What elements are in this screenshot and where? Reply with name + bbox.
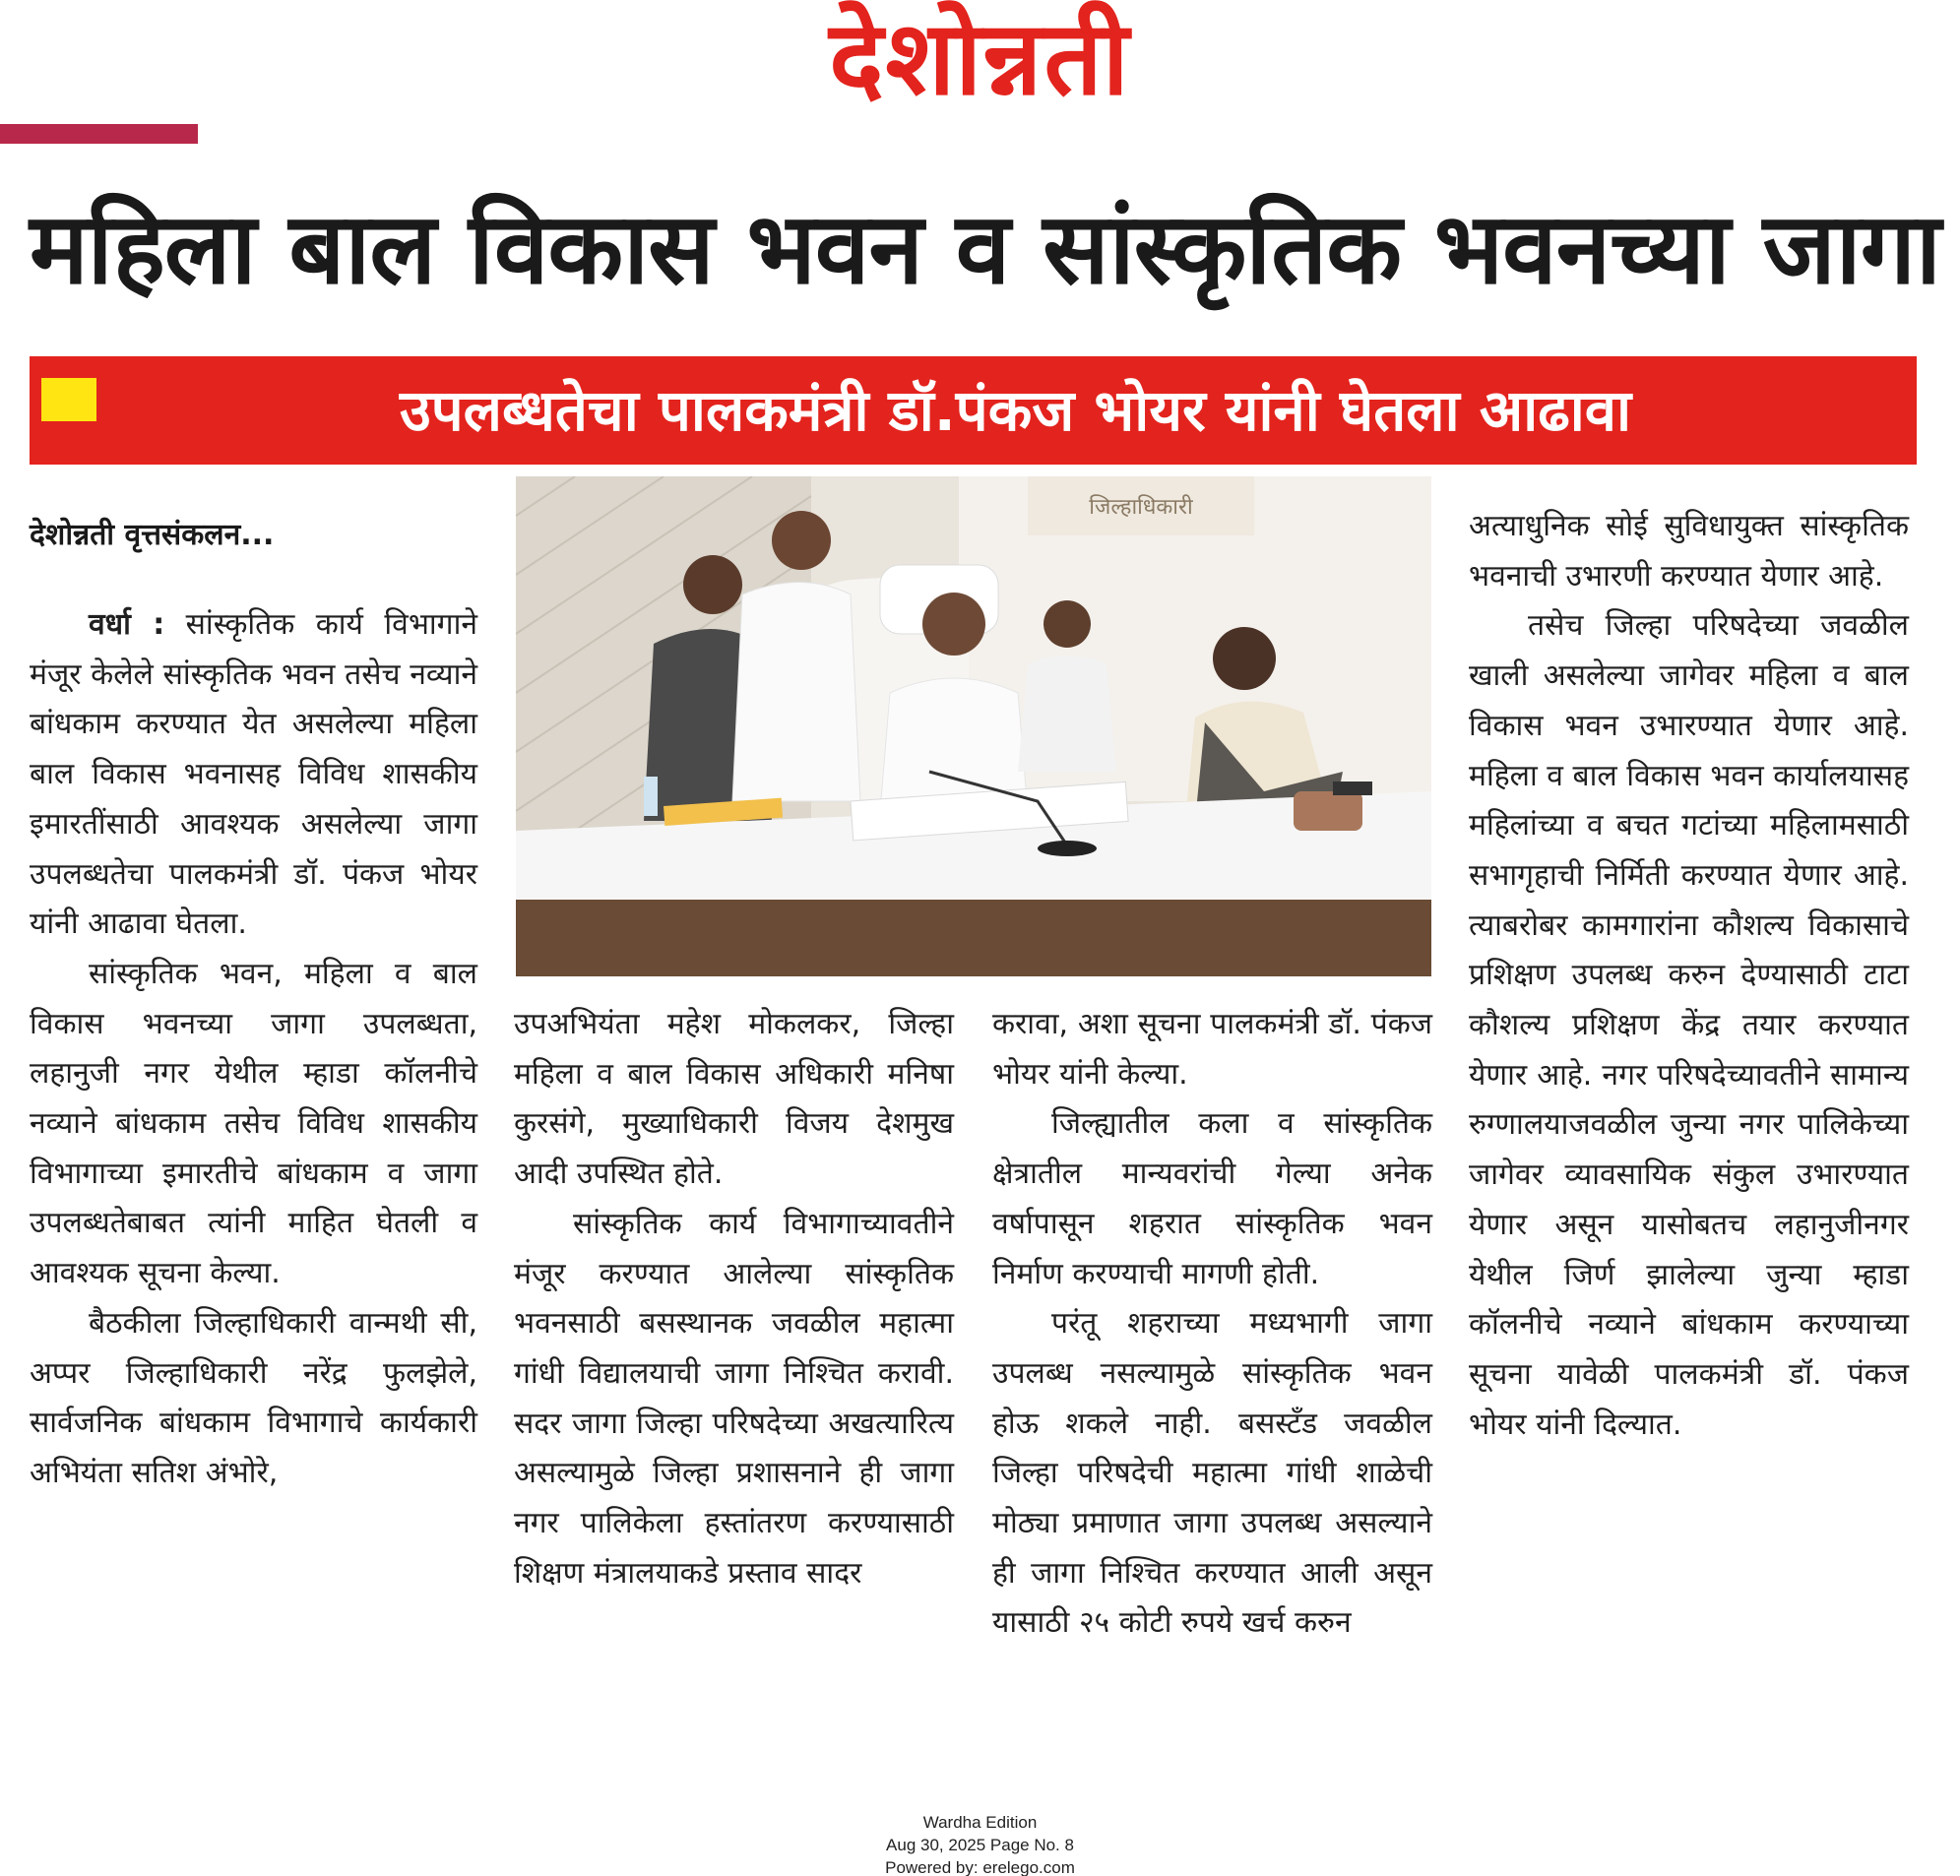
paragraph-text: सांस्कृतिक कार्य विभागाने मंजूर केलेले सांस्कृतिक भवन तसेच नव्याने बांधकाम करण्यात येत असलेल्या महिला बाल विकास भवनासह विविध शासकीय इमारतींसाठी आवश्यक असलेल्या जागा उपलब्धतेचा पालकमंत्री डॉ. पंकज भोयर यांनी आढावा घेतला. xyxy=(30,607,477,942)
article-column-3 xyxy=(992,1000,1432,1807)
article-paragraph: करावा, अशा सूचना पालकमंत्री डॉ. पंकज भोयर यांनी केल्या. xyxy=(992,1007,1432,1092)
article-paragraph: जिल्ह्यातील कला व सांस्कृतिक क्षेत्रातील मान्यवरांची गेल्या अनेक वर्षापासून शहरात सांस्कृतिक भवन निर्माण करण्याची मागणी होती. xyxy=(992,1106,1432,1291)
article-column-2 xyxy=(514,1000,954,1807)
subheadline-band xyxy=(30,356,1917,465)
article-paragraph: तसेच जिल्हा परिषदेच्या जवळील खाली असलेल्या जागेवर महिला व बाल विकास भवन उभारण्यात येणार आहे. महिला व बाल विकास भवन कार्यालयासह महिलांच्या व बचत गटांच्या महिलामसाठी सभागृहाची निर्मिती करण्यात येणार आहे. त्याबरोबर कामगारांना कौशल्य विकासाचे प्रशिक्षण उपलब्ध करुन देण्यासाठी टाटा कौशल्य प्रशिक्षण केंद्र तयार करण्यात येणार आहे. नगर परिषदेच्यावतीने सामान्य रुग्णालयाजवळील जुन्या नगर पालिकेच्या जागेवर व्यावसायिक संकुल उभारण्यात येणार असून यासोबतच लहानुजीनगर येथील जिर्ण झालेल्या जुन्या म्हाडा कॉलनीचे नव्याने बांधकाम करण्याच्या सूचना यावेळी पालकमंत्री डॉ. पंकज भोयर यांनी दिल्यात. xyxy=(1469,608,1910,1442)
article-paragraph: सांस्कृतिक कार्य विभागाच्यावतीने मंजूर करण्यात आलेल्या सांस्कृतिक भवनसाठी बसस्थानक जवळील महात्मा गांधी विद्यालयाची जागा निश्चित करावी. सदर जागा जिल्हा परिषदेच्या अखत्यारित्य असल्यामुळे जिल्हा प्रशासनाने ही जागा नगर पालिकेला हस्तांतरण करण्यासाठी शिक्षण मंत्रालयाकडे प्रस्ताव सादर xyxy=(514,1206,954,1591)
yellow-square-bullet xyxy=(41,378,96,421)
byline: देशोन्नती वृत्तसंकलन... xyxy=(30,518,275,552)
date-page-label: Aug 30, 2025 Page No. 8 xyxy=(886,1836,1074,1854)
article-paragraph: अत्याधुनिक सोई सुविधायुक्त सांस्कृतिक भवनाची उभारणी करण्यात येणार आहे. xyxy=(1469,509,1909,594)
masthead xyxy=(0,0,1960,118)
wall-sign: जिल्हाधिकारी xyxy=(1089,495,1193,520)
accent-bar xyxy=(0,124,198,144)
edition-label: Wardha Edition xyxy=(922,1813,1038,1832)
headline: महिला बाल विकास भवन व सांस्कृतिक भवनच्या जागा xyxy=(30,191,1940,306)
article-column-1 xyxy=(30,600,477,1801)
meeting-photo-illustration xyxy=(516,476,1431,976)
subheadline: उपलब्धतेचा पालकमंत्री डॉ.पंकज भोयर यांनी घेतला आढावा xyxy=(399,377,1632,444)
newspaper-title: देशोन्नती xyxy=(829,0,1131,118)
article-column-4 xyxy=(1469,502,1909,1811)
article-paragraph: सांस्कृतिक भवन, महिला व बाल विकास भवनच्या जागा उपलब्धता, लहानुजी नगर येथील म्हाडा कॉलनीचे नव्याने बांधकाम तसेच विविध शासकीय विभागाच्या इमारतीचे बांधकाम व जागा उपलब्धतेबाबत त्यांनी माहित घेतली व आवश्यक सूचना केल्या. xyxy=(30,956,477,1291)
page-footer xyxy=(0,1811,1960,1876)
article-paragraph xyxy=(30,600,477,950)
powered-by-label: Powered by: erelego.com xyxy=(885,1858,1075,1876)
article-paragraph: उपअभियंता महेश मोकलकर, जिल्हा महिला व बाल विकास अधिकारी मनिषा कुरसंगे, मुख्याधिकारी विजय देशमुख आदी उपस्थित होते. xyxy=(514,1007,954,1192)
dateline: वर्धा : xyxy=(89,607,165,642)
article-paragraph: बैठकीला जिल्हाधिकारी वान्मथी सी, अप्पर जिल्हाधिकारी नरेंद्र फुलझेले, सार्वजनिक बांधकाम विभागाचे कार्यकारी अभियंता सतिश अंभोरे, xyxy=(30,1305,477,1490)
news-photo xyxy=(516,476,1431,976)
article-paragraph: परंतू शहराच्या मध्यभागी जागा उपलब्ध नसल्यामुळे सांस्कृतिक भवन होऊ शकले नाही. बसस्टॅंड जवळील जिल्हा परिषदेची महात्मा गांधी शाळेची मोठ्या प्रमाणात जागा उपलब्ध असल्याने ही जागा निश्चित करण्यात आली असून यासाठी २५ कोटी रुपये खर्च करुन xyxy=(992,1306,1432,1641)
